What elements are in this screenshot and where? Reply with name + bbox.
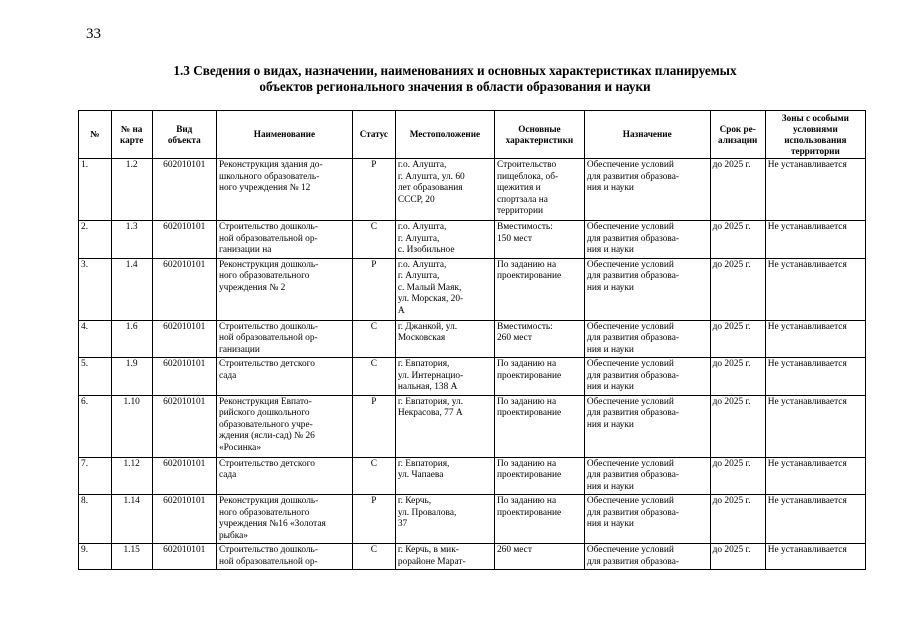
cell-purpose: Обеспечение условий для развития образова- ния и науки [584, 320, 710, 358]
cell-name: Строительство детского сада [216, 457, 352, 495]
cell-purpose: Обеспечение условий для развития образова- ния и науки [584, 258, 710, 320]
cell-status: Р [352, 495, 395, 544]
cell-zones: Не устанавливается [765, 358, 865, 396]
cell-name: Реконструкция Евпато- рийского дошкольного образовательного учре- ждения (ясли-сад) № 26 «Росинка» [216, 395, 352, 457]
header-characteristics: Основные характеристики [494, 111, 584, 159]
cell-map-num: 1.2 [111, 159, 152, 221]
cell-map-num: 1.6 [111, 320, 152, 358]
cell-zones: Не устанавливается [765, 457, 865, 495]
cell-map-num: 1.4 [111, 258, 152, 320]
cell-location: г.о. Алушта, г. Алушта, с. Изобильное [395, 221, 494, 259]
table-header-row [79, 111, 866, 159]
cell-location: г.о. Алушта, г. Алушта, ул. 60 лет образования СССР, 20 [395, 159, 494, 221]
cell-location: г.о. Алушта, г. Алушта, с. Малый Маяк, ул. Морская, 20- А [395, 258, 494, 320]
cell-status: С [352, 457, 395, 495]
table-row [79, 358, 866, 396]
cell-object-type: 602010101 [152, 221, 216, 259]
table-row [79, 395, 866, 457]
cell-object-type: 602010101 [152, 320, 216, 358]
cell-location: г. Евпатория, ул. Чапаева [395, 457, 494, 495]
table-row [79, 258, 866, 320]
header-purpose: Назначение [584, 111, 710, 159]
cell-map-num: 1.10 [111, 395, 152, 457]
cell-status: Р [352, 159, 395, 221]
cell-zones: Не устанавливается [765, 495, 865, 544]
cell-characteristics: По заданию на проектирование [494, 395, 584, 457]
cell-characteristics: Вместимость: 260 мест [494, 320, 584, 358]
header-name: Наименование [216, 111, 352, 159]
cell-purpose: Обеспечение условий для развития образова- ния и науки [584, 159, 710, 221]
cell-status: С [352, 544, 395, 570]
table-row [79, 221, 866, 259]
document-title [90, 63, 820, 95]
cell-characteristics: 260 мест [494, 544, 584, 570]
cell-characteristics: По заданию на проектирование [494, 258, 584, 320]
cell-num: 9. [79, 544, 112, 570]
table-row [79, 159, 866, 221]
cell-characteristics: По заданию на проектирование [494, 495, 584, 544]
table-row [79, 495, 866, 544]
cell-location: г. Евпатория, ул. Некрасова, 77 А [395, 395, 494, 457]
table-row [79, 320, 866, 358]
cell-purpose: Обеспечение условий для развития образова- ния и науки [584, 457, 710, 495]
cell-deadline: до 2025 г. [710, 159, 765, 221]
title-line-2: объектов регионального значения в области образования и науки [259, 79, 651, 94]
cell-name: Строительство дошколь- ной образовательной ор- [216, 544, 352, 570]
cell-purpose: Обеспечение условий для развития образова- ния и науки [584, 221, 710, 259]
cell-deadline: до 2025 г. [710, 221, 765, 259]
cell-object-type: 602010101 [152, 495, 216, 544]
cell-status: Р [352, 258, 395, 320]
cell-name: Реконструкция здания до- школьного образователь- ного учреждения № 12 [216, 159, 352, 221]
cell-location: г. Керчь, в мик- рорайоне Марат- [395, 544, 494, 570]
header-deadline: Срок ре- ализации [710, 111, 765, 159]
header-num: № [79, 111, 112, 159]
cell-name: Реконструкция дошколь- ного образовательного учреждения № 2 [216, 258, 352, 320]
objects-table [78, 110, 866, 570]
cell-num: 5. [79, 358, 112, 396]
cell-zones: Не устанавливается [765, 159, 865, 221]
cell-deadline: до 2025 г. [710, 320, 765, 358]
cell-deadline: до 2025 г. [710, 358, 765, 396]
header-status: Статус [352, 111, 395, 159]
header-zones: Зоны с особыми условиями использования территории [765, 111, 865, 159]
cell-object-type: 602010101 [152, 258, 216, 320]
cell-location: г. Джанкой, ул. Московская [395, 320, 494, 358]
cell-deadline: до 2025 г. [710, 457, 765, 495]
cell-deadline: до 2025 г. [710, 395, 765, 457]
cell-map-num: 1.12 [111, 457, 152, 495]
cell-num: 7. [79, 457, 112, 495]
cell-map-num: 1.14 [111, 495, 152, 544]
cell-name: Реконструкция дошколь- ного образовательного учреждения №16 «Золотая рыбка» [216, 495, 352, 544]
cell-zones: Не устанавливается [765, 221, 865, 259]
cell-purpose: Обеспечение условий для развития образова- ния и науки [584, 495, 710, 544]
cell-num: 6. [79, 395, 112, 457]
cell-object-type: 602010101 [152, 544, 216, 570]
cell-characteristics: По заданию на проектирование [494, 358, 584, 396]
cell-zones: Не устанавливается [765, 544, 865, 570]
cell-zones: Не устанавливается [765, 320, 865, 358]
cell-location: г. Евпатория, ул. Интернацио- нальная, 138 А [395, 358, 494, 396]
header-map-num: № на карте [111, 111, 152, 159]
cell-zones: Не устанавливается [765, 258, 865, 320]
cell-object-type: 602010101 [152, 395, 216, 457]
cell-characteristics: Вместимость: 150 мест [494, 221, 584, 259]
cell-num: 2. [79, 221, 112, 259]
cell-deadline: до 2025 г. [710, 544, 765, 570]
cell-purpose: Обеспечение условий для развития образова- ния и науки [584, 395, 710, 457]
cell-map-num: 1.3 [111, 221, 152, 259]
cell-deadline: до 2025 г. [710, 258, 765, 320]
cell-status: С [352, 320, 395, 358]
cell-zones: Не устанавливается [765, 395, 865, 457]
table-row [79, 544, 866, 570]
cell-name: Строительство дошколь- ной образовательной ор- ганизации на [216, 221, 352, 259]
cell-deadline: до 2025 г. [710, 495, 765, 544]
cell-num: 3. [79, 258, 112, 320]
header-object-type: Вид объекта [152, 111, 216, 159]
cell-object-type: 602010101 [152, 358, 216, 396]
page-number: 33 [86, 26, 101, 42]
cell-num: 1. [79, 159, 112, 221]
cell-purpose: Обеспечение условий для развития образова- ния и науки [584, 358, 710, 396]
title-line-1: 1.3 Сведения о видах, назначении, наименованиях и основных характеристиках планируемых [173, 63, 737, 78]
cell-purpose: Обеспечение условий для развития образова- [584, 544, 710, 570]
cell-num: 8. [79, 495, 112, 544]
header-location: Местоположение [395, 111, 494, 159]
cell-status: Р [352, 395, 395, 457]
cell-map-num: 1.9 [111, 358, 152, 396]
cell-object-type: 602010101 [152, 159, 216, 221]
table-row [79, 457, 866, 495]
cell-name: Строительство детского сада [216, 358, 352, 396]
table-body [79, 159, 866, 570]
cell-status: С [352, 221, 395, 259]
cell-location: г. Керчь, ул. Провалова, 37 [395, 495, 494, 544]
cell-object-type: 602010101 [152, 457, 216, 495]
cell-status: С [352, 358, 395, 396]
cell-num: 4. [79, 320, 112, 358]
cell-characteristics: По заданию на проектирование [494, 457, 584, 495]
cell-name: Строительство дошколь- ной образовательной ор- ганизации [216, 320, 352, 358]
cell-map-num: 1.15 [111, 544, 152, 570]
cell-characteristics: Строительство пищеблока, об- щежития и спортзала на территории [494, 159, 584, 221]
